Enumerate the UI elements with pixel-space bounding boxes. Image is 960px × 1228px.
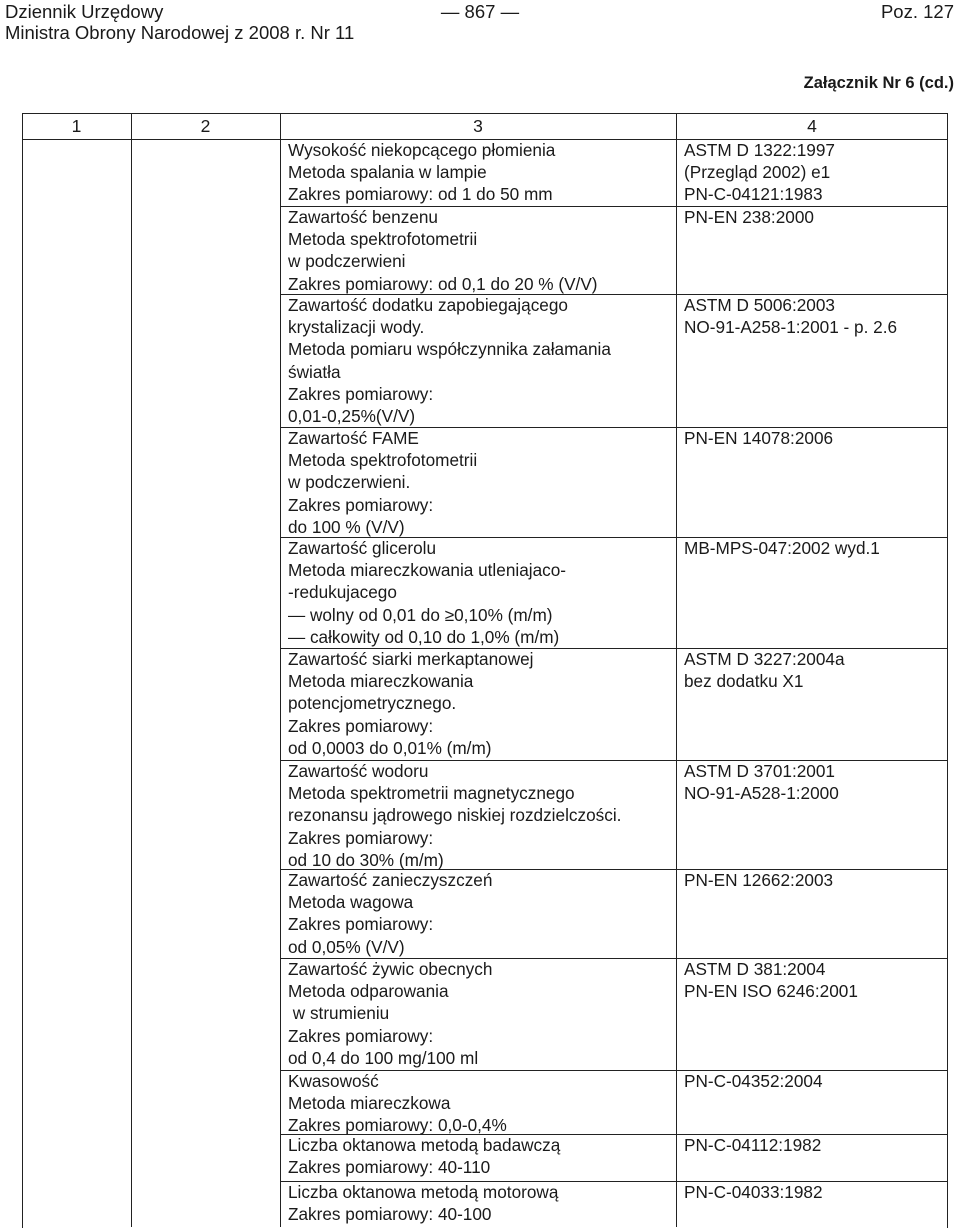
table-row-description: Liczba oktanowa metodą badawczą Zakres pomiarowy: 40-110 [288, 1135, 561, 1178]
table-row-standards: ASTM D 381:2004 PN-EN ISO 6246:2001 [684, 959, 858, 1002]
table-row-description: Zawartość zanieczyszczeń Metoda wagowa Zakres pomiarowy: od 0,05% (V/V) [288, 870, 493, 957]
column-divider [131, 113, 132, 1227]
page-number: — 867 — [440, 1, 520, 22]
column-header-3: 3 [473, 116, 483, 136]
table-row-standards: ASTM D 5006:2003 NO-91-A258-1:2001 - p. 2.6 [684, 295, 898, 338]
column-header-4: 4 [807, 116, 817, 136]
table-row-standards: ASTM D 3701:2001 NO-91-A528-1:2000 [684, 761, 839, 804]
ministry-issue: Ministra Obrony Narodowej z 2008 r. Nr 11 [5, 22, 355, 43]
table-row-standards: PN-EN 238:2000 [684, 207, 814, 227]
table-row-description: Kwasowość Metoda miareczkowa Zakres pomiarowy: 0,0-0,4% [288, 1071, 507, 1136]
column-divider [676, 113, 677, 1227]
table-row-description: Zawartość żywic obecnych Metoda odparowania w strumieniu Zakres pomiarowy: od 0,4 do 100 mg/100 ml [288, 959, 493, 1068]
table-row-description: Liczba oktanowa metodą motorową Zakres pomiarowy: 40-100 [288, 1182, 559, 1225]
position-number: Poz. 127 [880, 1, 954, 22]
table-row-standards: PN-EN 14078:2006 [684, 428, 834, 448]
table-row-standards: PN-C-04033:1982 [684, 1182, 823, 1202]
column-header-2: 2 [200, 116, 211, 136]
table-row-standards: ASTM D 3227:2004a bez dodatku X1 [684, 649, 845, 692]
table-row-standards: ASTM D 1322:1997 (Przegląd 2002) e1 PN-C-04121:1983 [684, 140, 835, 205]
table-row-standards: PN-EN 12662:2003 [684, 870, 834, 890]
journal-title: Dziennik Urzędowy [5, 1, 164, 22]
table-row-description: Wysokość niekopcącego płomienia Metoda spalania w lampie Zakres pomiarowy: od 1 do 50 mm [288, 140, 556, 205]
table-row-description: Zawartość benzenu Metoda spektrofotometrii w podczerwieni Zakres pomiarowy: od 0,1 do 20 % (V/V) [288, 207, 598, 294]
column-header-1: 1 [71, 116, 82, 136]
table-row-description: Zawartość glicerolu Metoda miareczkowania utleniajaco- -redukujacego — wolny od 0,01 do ≥0,10% (m/m) — całkowity od 0,10 do 1,0% (m/m) [288, 538, 567, 647]
table-row-description: Zawartość wodoru Metoda spektrometrii magnetycznego rezonansu jądrowego niskiej rozdzielczości. Zakres pomiarowy: od 10 do 30% (m/m) [288, 761, 622, 870]
column-divider [280, 113, 281, 1227]
table-row-standards: MB-MPS-047:2002 wyd.1 [684, 538, 880, 558]
table-row-description: Zawartość siarki merkaptanowej Metoda miareczkowania potencjometrycznego. Zakres pomiarowy: od 0,0003 do 0,01% (m/m) [288, 649, 534, 758]
table-row-description: Zawartość dodatku zapobiegającego krystalizacji wody. Metoda pomiaru współczynnika załamania światła Zakres pomiarowy: 0,01-0,25%(V/V) [288, 295, 611, 427]
table-row-description: Zawartość FAME Metoda spektrofotometrii w podczerwieni. Zakres pomiarowy: do 100 % (V/V) [288, 428, 478, 537]
annex-label: Załącznik Nr 6 (cd.) [803, 74, 954, 92]
table-row-standards: PN-C-04352:2004 [684, 1071, 823, 1091]
table-row-standards: PN-C-04112:1982 [684, 1135, 822, 1155]
